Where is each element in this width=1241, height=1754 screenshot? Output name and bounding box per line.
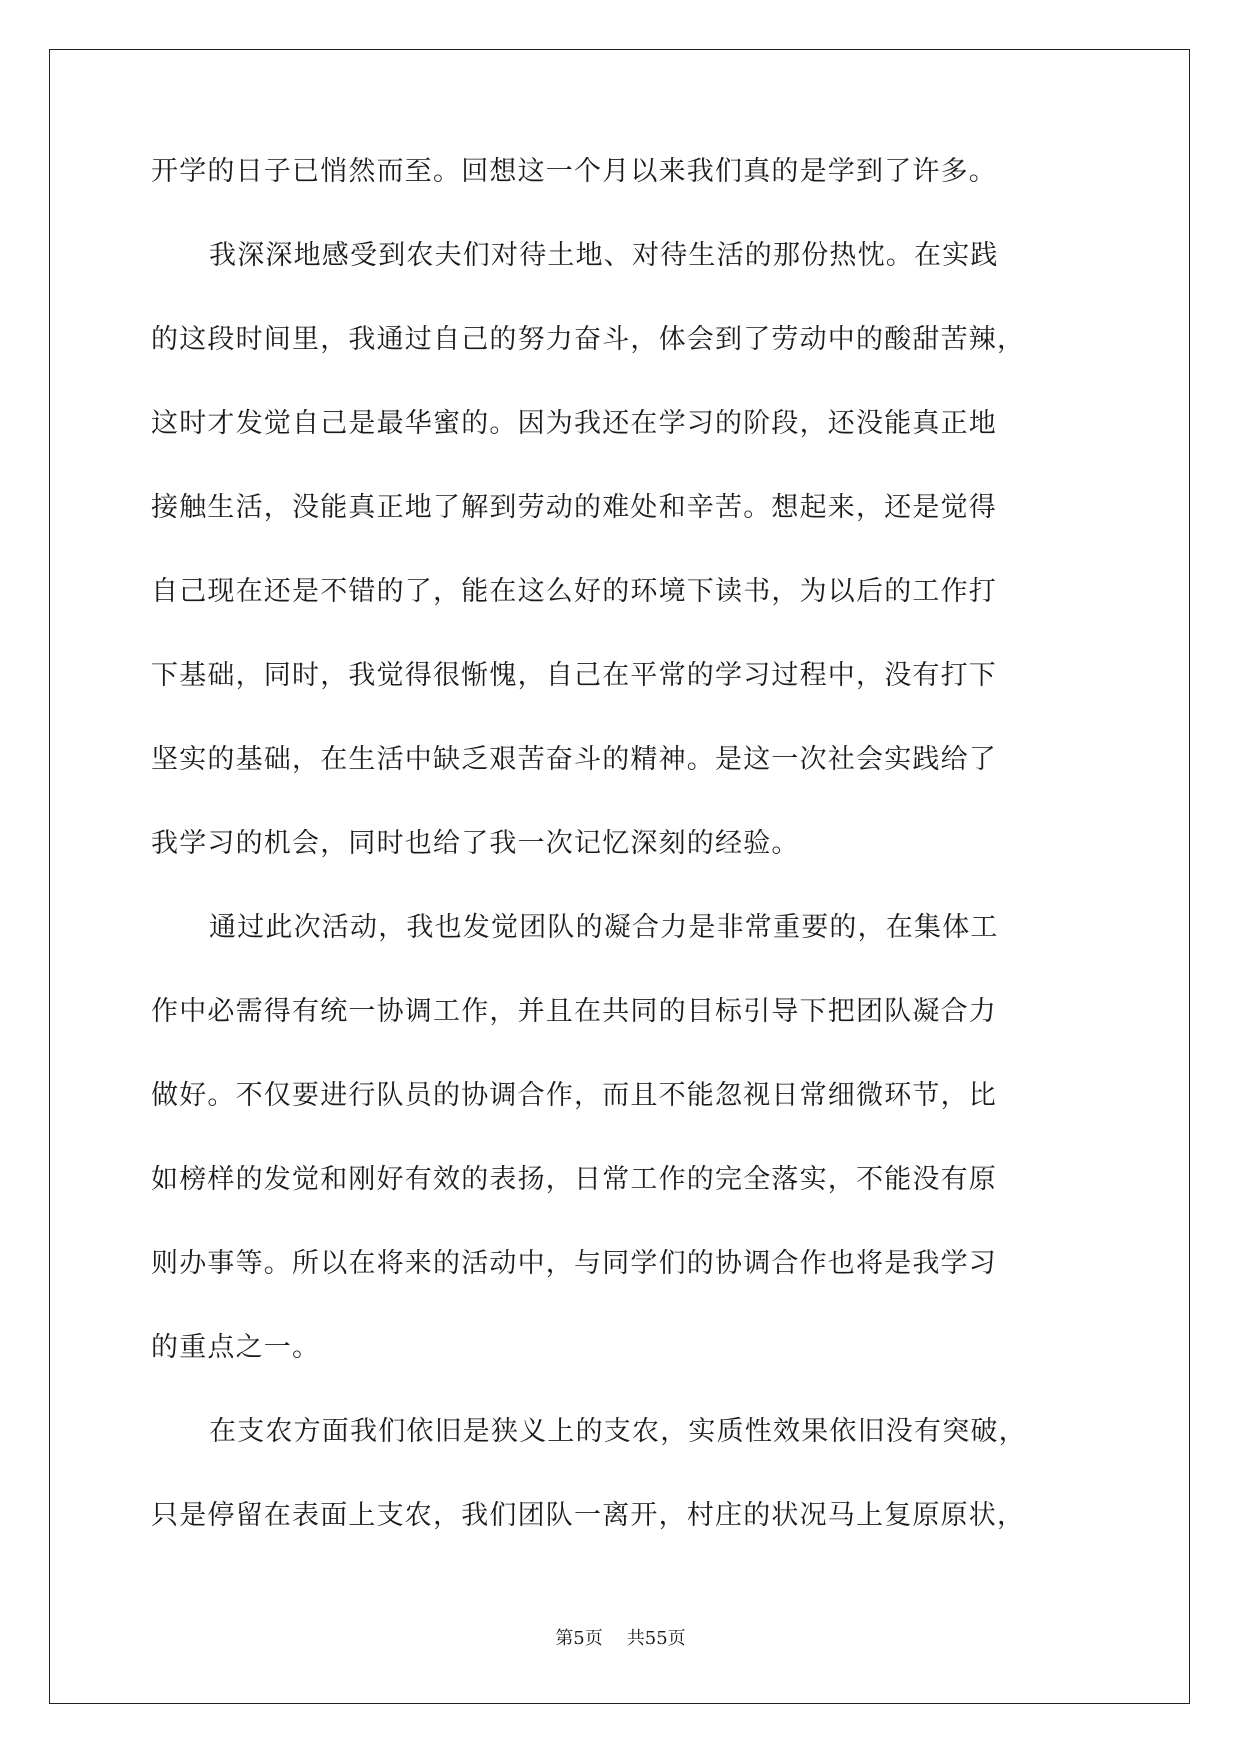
- text-line: 则办事等。所以在将来的活动中，与同学们的协调合作也将是我学习: [151, 1248, 997, 1279]
- text-line: 如榜样的发觉和刚好有效的表扬，日常工作的完全落实，不能没有原: [151, 1164, 997, 1195]
- text-line: 我深深地感受到农夫们对待土地、对待生活的那份热忱。在实践: [209, 240, 999, 271]
- text-line: 做好。不仅要进行队员的协调合作，而且不能忽视日常细微环节，比: [151, 1080, 997, 1111]
- text-line: 只是停留在表面上支农，我们团队一离开，村庄的状况马上复原原状，: [151, 1500, 1026, 1531]
- text-line: 在支农方面我们依旧是狭义上的支农，实质性效果依旧没有突破，: [209, 1416, 1027, 1447]
- text-line: 的这段时间里，我通过自己的努力奋斗，体会到了劳动中的酸甜苦辣，: [151, 324, 1026, 355]
- document-body: [151, 155, 1091, 1583]
- page-total: 共55页: [626, 1628, 686, 1649]
- text-line: 通过此次活动，我也发觉团队的凝合力是非常重要的，在集体工: [209, 912, 999, 943]
- text-line: 作中必需得有统一协调工作，并且在共同的目标引导下把团队凝合力: [151, 996, 997, 1027]
- text-line: 坚实的基础，在生活中缺乏艰苦奋斗的精神。是这一次社会实践给了: [151, 744, 997, 775]
- page-footer: [0, 1624, 1241, 1650]
- text-line: 开学的日子已悄然而至。回想这一个月以来我们真的是学到了许多。: [151, 156, 997, 187]
- page-number: 第5页: [555, 1628, 603, 1649]
- text-line: 的重点之一。: [151, 1332, 321, 1363]
- text-line: 下基础，同时，我觉得很惭愧，自己在平常的学习过程中，没有打下: [151, 660, 997, 691]
- text-line: 这时才发觉自己是最华蜜的。因为我还在学习的阶段，还没能真正地: [151, 408, 997, 439]
- text-line: 自己现在还是不错的了，能在这么好的环境下读书，为以后的工作打: [151, 576, 997, 607]
- text-line: 接触生活，没能真正地了解到劳动的难处和辛苦。想起来，还是觉得: [151, 492, 997, 523]
- text-line: 我学习的机会，同时也给了我一次记忆深刻的经验。: [151, 828, 800, 859]
